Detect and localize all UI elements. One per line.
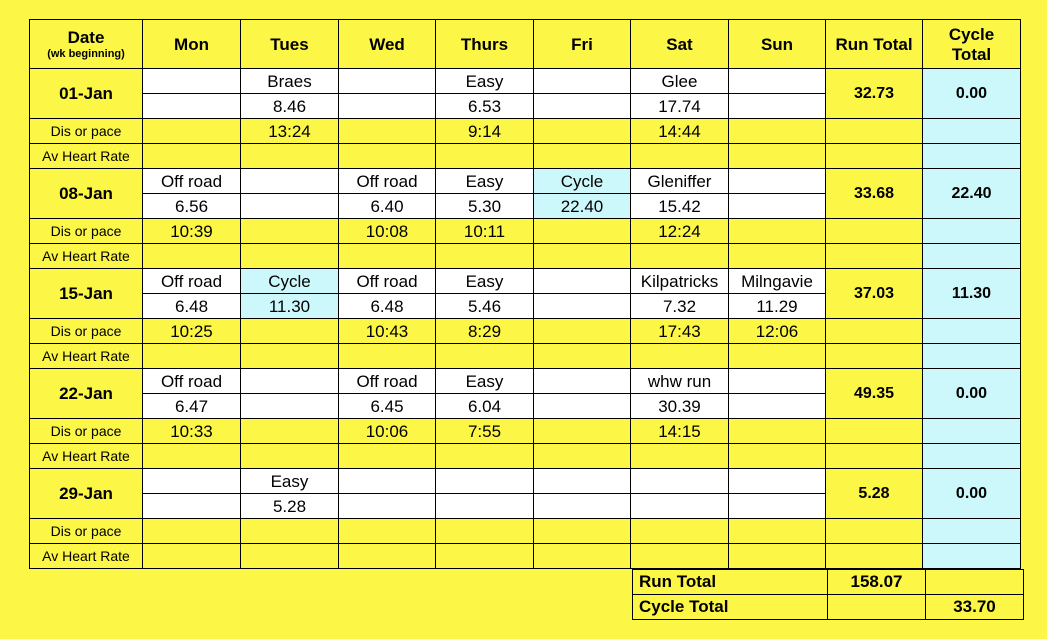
- distance-sun[interactable]: [729, 394, 826, 419]
- distance-fri[interactable]: [534, 294, 631, 319]
- distance-wed[interactable]: [339, 94, 436, 119]
- pace-sat[interactable]: 14:44: [631, 119, 729, 144]
- summary-cycle-row: [633, 595, 1024, 620]
- pace-thurs[interactable]: 7:55: [436, 419, 534, 444]
- heart-rate-mon[interactable]: [143, 244, 241, 269]
- pace-label[interactable]: Dis or pace: [30, 519, 143, 544]
- week-heart-row: [30, 244, 1021, 269]
- heart-rate-thurs[interactable]: [436, 544, 534, 569]
- week-type-row: [30, 169, 1021, 194]
- heart-rate-tues[interactable]: [241, 144, 339, 169]
- distance-sat[interactable]: 7.32: [631, 294, 729, 319]
- heart-rate-thurs[interactable]: [436, 444, 534, 469]
- distance-tues[interactable]: 5.28: [241, 494, 339, 519]
- heart-run-empty[interactable]: [826, 344, 923, 369]
- pace-wed[interactable]: 10:08: [339, 219, 436, 244]
- heart-run-empty[interactable]: [826, 144, 923, 169]
- activity-type-sun[interactable]: [729, 369, 826, 394]
- activity-type-mon[interactable]: [143, 69, 241, 94]
- week-type-row: [30, 269, 1021, 294]
- heart-rate-sat[interactable]: [631, 444, 729, 469]
- distance-wed[interactable]: 6.40: [339, 194, 436, 219]
- pace-fri[interactable]: [534, 419, 631, 444]
- heart-rate-fri[interactable]: [534, 544, 631, 569]
- distance-mon[interactable]: [143, 494, 241, 519]
- pace-cycle-empty[interactable]: [923, 219, 1021, 244]
- header-run-total[interactable]: Run Total: [826, 20, 923, 69]
- pace-wed[interactable]: 10:43: [339, 319, 436, 344]
- heart-rate-sun[interactable]: [729, 244, 826, 269]
- heart-rate-fri[interactable]: [534, 344, 631, 369]
- activity-type-mon[interactable]: Off road: [143, 169, 241, 194]
- training-log-table: [29, 19, 1021, 569]
- week-type-row: [30, 369, 1021, 394]
- pace-sat[interactable]: 17:43: [631, 319, 729, 344]
- distance-fri[interactable]: [534, 494, 631, 519]
- week-heart-row: [30, 344, 1021, 369]
- activity-type-mon[interactable]: Off road: [143, 369, 241, 394]
- heart-rate-tues[interactable]: [241, 344, 339, 369]
- heart-rate-wed[interactable]: [339, 144, 436, 169]
- header-wed[interactable]: Wed: [339, 20, 436, 69]
- pace-wed[interactable]: [339, 119, 436, 144]
- distance-mon[interactable]: [143, 94, 241, 119]
- heart-cycle-empty[interactable]: [923, 344, 1021, 369]
- week-pace-row: [30, 119, 1021, 144]
- heart-rate-sat[interactable]: [631, 344, 729, 369]
- header-cycle-line2: Total: [951, 44, 992, 64]
- activity-type-thurs[interactable]: [436, 469, 534, 494]
- week-type-row: [30, 469, 1021, 494]
- heart-rate-sun[interactable]: [729, 344, 826, 369]
- distance-tues[interactable]: 11.30: [241, 294, 339, 319]
- activity-type-tues[interactable]: Cycle: [241, 269, 339, 294]
- activity-type-wed[interactable]: Off road: [339, 369, 436, 394]
- heart-rate-wed[interactable]: [339, 244, 436, 269]
- header-fri[interactable]: Fri: [534, 20, 631, 69]
- header-cycle-line1: Cycle: [948, 24, 995, 44]
- distance-sun[interactable]: [729, 94, 826, 119]
- distance-mon[interactable]: 6.47: [143, 394, 241, 419]
- heart-rate-mon[interactable]: [143, 344, 241, 369]
- distance-tues[interactable]: 8.46: [241, 94, 339, 119]
- activity-type-fri[interactable]: [534, 469, 631, 494]
- week-cycle-total[interactable]: 0.00: [923, 469, 1021, 519]
- pace-mon[interactable]: 10:25: [143, 319, 241, 344]
- activity-type-sat[interactable]: Kilpatricks: [631, 269, 729, 294]
- distance-tues[interactable]: [241, 394, 339, 419]
- week-heart-row: [30, 444, 1021, 469]
- heart-rate-mon[interactable]: [143, 444, 241, 469]
- pace-thurs[interactable]: 10:11: [436, 219, 534, 244]
- summary-run-value[interactable]: 158.07: [828, 570, 926, 595]
- heart-rate-mon[interactable]: [143, 544, 241, 569]
- activity-type-tues[interactable]: [241, 369, 339, 394]
- heart-cycle-empty[interactable]: [923, 444, 1021, 469]
- distance-fri[interactable]: [534, 394, 631, 419]
- week-run-total[interactable]: 5.28: [826, 469, 923, 519]
- heart-rate-tues[interactable]: [241, 444, 339, 469]
- header-row: [30, 20, 1021, 69]
- pace-mon[interactable]: 10:33: [143, 419, 241, 444]
- distance-sun[interactable]: [729, 194, 826, 219]
- header-date-sub: (wk beginning): [47, 47, 125, 60]
- heart-rate-sat[interactable]: [631, 544, 729, 569]
- pace-mon[interactable]: [143, 119, 241, 144]
- heart-run-empty[interactable]: [826, 444, 923, 469]
- summary-table: [632, 569, 1024, 620]
- pace-sun[interactable]: 12:06: [729, 319, 826, 344]
- header-date[interactable]: [30, 20, 143, 69]
- pace-label[interactable]: Dis or pace: [30, 219, 143, 244]
- pace-thurs[interactable]: [436, 519, 534, 544]
- activity-type-tues[interactable]: Easy: [241, 469, 339, 494]
- heart-cycle-empty[interactable]: [923, 144, 1021, 169]
- week-cycle-total[interactable]: 0.00: [923, 369, 1021, 419]
- heart-rate-thurs[interactable]: [436, 344, 534, 369]
- heart-rate-label[interactable]: Av Heart Rate: [30, 244, 143, 269]
- week-date-cell[interactable]: 08-Jan: [30, 169, 143, 219]
- distance-sat[interactable]: [631, 494, 729, 519]
- week-pace-row: [30, 219, 1021, 244]
- distance-thurs[interactable]: 5.30: [436, 194, 534, 219]
- week-type-row: [30, 69, 1021, 94]
- heart-run-empty[interactable]: [826, 244, 923, 269]
- heart-run-empty[interactable]: [826, 544, 923, 569]
- pace-fri[interactable]: [534, 219, 631, 244]
- distance-sat[interactable]: 15.42: [631, 194, 729, 219]
- heart-rate-thurs[interactable]: [436, 244, 534, 269]
- activity-type-thurs[interactable]: Easy: [436, 169, 534, 194]
- activity-type-fri[interactable]: Cycle: [534, 169, 631, 194]
- activity-type-fri[interactable]: [534, 269, 631, 294]
- pace-label[interactable]: Dis or pace: [30, 319, 143, 344]
- pace-wed[interactable]: [339, 519, 436, 544]
- pace-sun[interactable]: [729, 519, 826, 544]
- pace-run-empty[interactable]: [826, 319, 923, 344]
- pace-sat[interactable]: 12:24: [631, 219, 729, 244]
- header-mon[interactable]: Mon: [143, 20, 241, 69]
- pace-sun[interactable]: [729, 419, 826, 444]
- activity-type-sat[interactable]: [631, 469, 729, 494]
- activity-type-sun[interactable]: Milngavie: [729, 269, 826, 294]
- distance-thurs[interactable]: 6.53: [436, 94, 534, 119]
- heart-rate-sat[interactable]: [631, 244, 729, 269]
- activity-type-fri[interactable]: [534, 369, 631, 394]
- activity-type-mon[interactable]: Off road: [143, 269, 241, 294]
- week-pace-row: [30, 519, 1021, 544]
- summary-cycle-label[interactable]: Cycle Total: [633, 595, 828, 620]
- distance-fri[interactable]: [534, 94, 631, 119]
- activity-type-tues[interactable]: [241, 169, 339, 194]
- heart-rate-label[interactable]: Av Heart Rate: [30, 344, 143, 369]
- pace-fri[interactable]: [534, 319, 631, 344]
- distance-sat[interactable]: 30.39: [631, 394, 729, 419]
- distance-wed[interactable]: 6.48: [339, 294, 436, 319]
- pace-sat[interactable]: [631, 519, 729, 544]
- week-cycle-total[interactable]: 0.00: [923, 69, 1021, 119]
- distance-sun[interactable]: [729, 494, 826, 519]
- distance-thurs[interactable]: 6.04: [436, 394, 534, 419]
- week-heart-row: [30, 144, 1021, 169]
- distance-fri[interactable]: 22.40: [534, 194, 631, 219]
- pace-sun[interactable]: [729, 219, 826, 244]
- heart-rate-sun[interactable]: [729, 144, 826, 169]
- activity-type-sat[interactable]: Gleniffer: [631, 169, 729, 194]
- heart-rate-mon[interactable]: [143, 144, 241, 169]
- pace-thurs[interactable]: 9:14: [436, 119, 534, 144]
- heart-rate-tues[interactable]: [241, 244, 339, 269]
- activity-type-wed[interactable]: [339, 69, 436, 94]
- pace-thurs[interactable]: 8:29: [436, 319, 534, 344]
- activity-type-tues[interactable]: Braes: [241, 69, 339, 94]
- pace-mon[interactable]: 10:39: [143, 219, 241, 244]
- pace-cycle-empty[interactable]: [923, 319, 1021, 344]
- pace-fri[interactable]: [534, 119, 631, 144]
- heart-rate-sun[interactable]: [729, 444, 826, 469]
- header-tues[interactable]: Tues: [241, 20, 339, 69]
- distance-wed[interactable]: [339, 494, 436, 519]
- header-cycle-total[interactable]: [923, 20, 1021, 69]
- summary-run-row: [633, 570, 1024, 595]
- week-run-total[interactable]: 32.73: [826, 69, 923, 119]
- distance-thurs[interactable]: [436, 494, 534, 519]
- distance-mon[interactable]: 6.48: [143, 294, 241, 319]
- activity-type-sat[interactable]: Glee: [631, 69, 729, 94]
- pace-tues[interactable]: 13:24: [241, 119, 339, 144]
- heart-rate-label[interactable]: Av Heart Rate: [30, 444, 143, 469]
- activity-type-thurs[interactable]: Easy: [436, 369, 534, 394]
- distance-wed[interactable]: 6.45: [339, 394, 436, 419]
- heart-rate-tues[interactable]: [241, 544, 339, 569]
- pace-wed[interactable]: 10:06: [339, 419, 436, 444]
- heart-cycle-empty[interactable]: [923, 544, 1021, 569]
- summary-run-empty[interactable]: [926, 570, 1024, 595]
- pace-mon[interactable]: [143, 519, 241, 544]
- summary-cycle-empty[interactable]: [828, 595, 926, 620]
- pace-sat[interactable]: 14:15: [631, 419, 729, 444]
- pace-run-empty[interactable]: [826, 219, 923, 244]
- pace-tues[interactable]: [241, 419, 339, 444]
- week-cycle-total[interactable]: 22.40: [923, 169, 1021, 219]
- heart-rate-wed[interactable]: [339, 544, 436, 569]
- distance-tues[interactable]: [241, 194, 339, 219]
- pace-cycle-empty[interactable]: [923, 419, 1021, 444]
- activity-type-sun[interactable]: [729, 169, 826, 194]
- week-heart-row: [30, 544, 1021, 569]
- pace-label[interactable]: Dis or pace: [30, 419, 143, 444]
- pace-tues[interactable]: [241, 219, 339, 244]
- activity-type-fri[interactable]: [534, 69, 631, 94]
- activity-type-thurs[interactable]: Easy: [436, 69, 534, 94]
- week-cycle-total[interactable]: 11.30: [923, 269, 1021, 319]
- summary-cycle-value[interactable]: 33.70: [926, 595, 1024, 620]
- week-date-cell[interactable]: 01-Jan: [30, 69, 143, 119]
- activity-type-wed[interactable]: Off road: [339, 269, 436, 294]
- header-sun[interactable]: Sun: [729, 20, 826, 69]
- distance-mon[interactable]: 6.56: [143, 194, 241, 219]
- week-pace-row: [30, 319, 1021, 344]
- pace-run-empty[interactable]: [826, 419, 923, 444]
- heart-rate-wed[interactable]: [339, 344, 436, 369]
- pace-cycle-empty[interactable]: [923, 119, 1021, 144]
- heart-rate-sat[interactable]: [631, 144, 729, 169]
- activity-type-thurs[interactable]: Easy: [436, 269, 534, 294]
- heart-rate-fri[interactable]: [534, 444, 631, 469]
- pace-fri[interactable]: [534, 519, 631, 544]
- week-run-total[interactable]: 33.68: [826, 169, 923, 219]
- summary-run-label[interactable]: Run Total: [633, 570, 828, 595]
- activity-type-wed[interactable]: [339, 469, 436, 494]
- heart-rate-wed[interactable]: [339, 444, 436, 469]
- activity-type-wed[interactable]: Off road: [339, 169, 436, 194]
- distance-sun[interactable]: 11.29: [729, 294, 826, 319]
- distance-sat[interactable]: 17.74: [631, 94, 729, 119]
- header-sat[interactable]: Sat: [631, 20, 729, 69]
- heart-rate-fri[interactable]: [534, 144, 631, 169]
- activity-type-sun[interactable]: [729, 469, 826, 494]
- week-run-total[interactable]: 49.35: [826, 369, 923, 419]
- heart-rate-thurs[interactable]: [436, 144, 534, 169]
- distance-thurs[interactable]: 5.46: [436, 294, 534, 319]
- pace-label[interactable]: Dis or pace: [30, 119, 143, 144]
- heart-rate-label[interactable]: Av Heart Rate: [30, 144, 143, 169]
- heart-rate-label[interactable]: Av Heart Rate: [30, 544, 143, 569]
- pace-cycle-empty[interactable]: [923, 519, 1021, 544]
- activity-type-mon[interactable]: [143, 469, 241, 494]
- heart-rate-fri[interactable]: [534, 244, 631, 269]
- week-date-cell[interactable]: 15-Jan: [30, 269, 143, 319]
- week-pace-row: [30, 419, 1021, 444]
- activity-type-sat[interactable]: whw run: [631, 369, 729, 394]
- pace-sun[interactable]: [729, 119, 826, 144]
- pace-run-empty[interactable]: [826, 119, 923, 144]
- pace-tues[interactable]: [241, 319, 339, 344]
- week-run-total[interactable]: 37.03: [826, 269, 923, 319]
- week-date-cell[interactable]: 22-Jan: [30, 369, 143, 419]
- header-date-label: Date: [67, 27, 105, 47]
- pace-run-empty[interactable]: [826, 519, 923, 544]
- activity-type-sun[interactable]: [729, 69, 826, 94]
- header-thurs[interactable]: Thurs: [436, 20, 534, 69]
- pace-tues[interactable]: [241, 519, 339, 544]
- heart-rate-sun[interactable]: [729, 544, 826, 569]
- week-date-cell[interactable]: 29-Jan: [30, 469, 143, 519]
- heart-cycle-empty[interactable]: [923, 244, 1021, 269]
